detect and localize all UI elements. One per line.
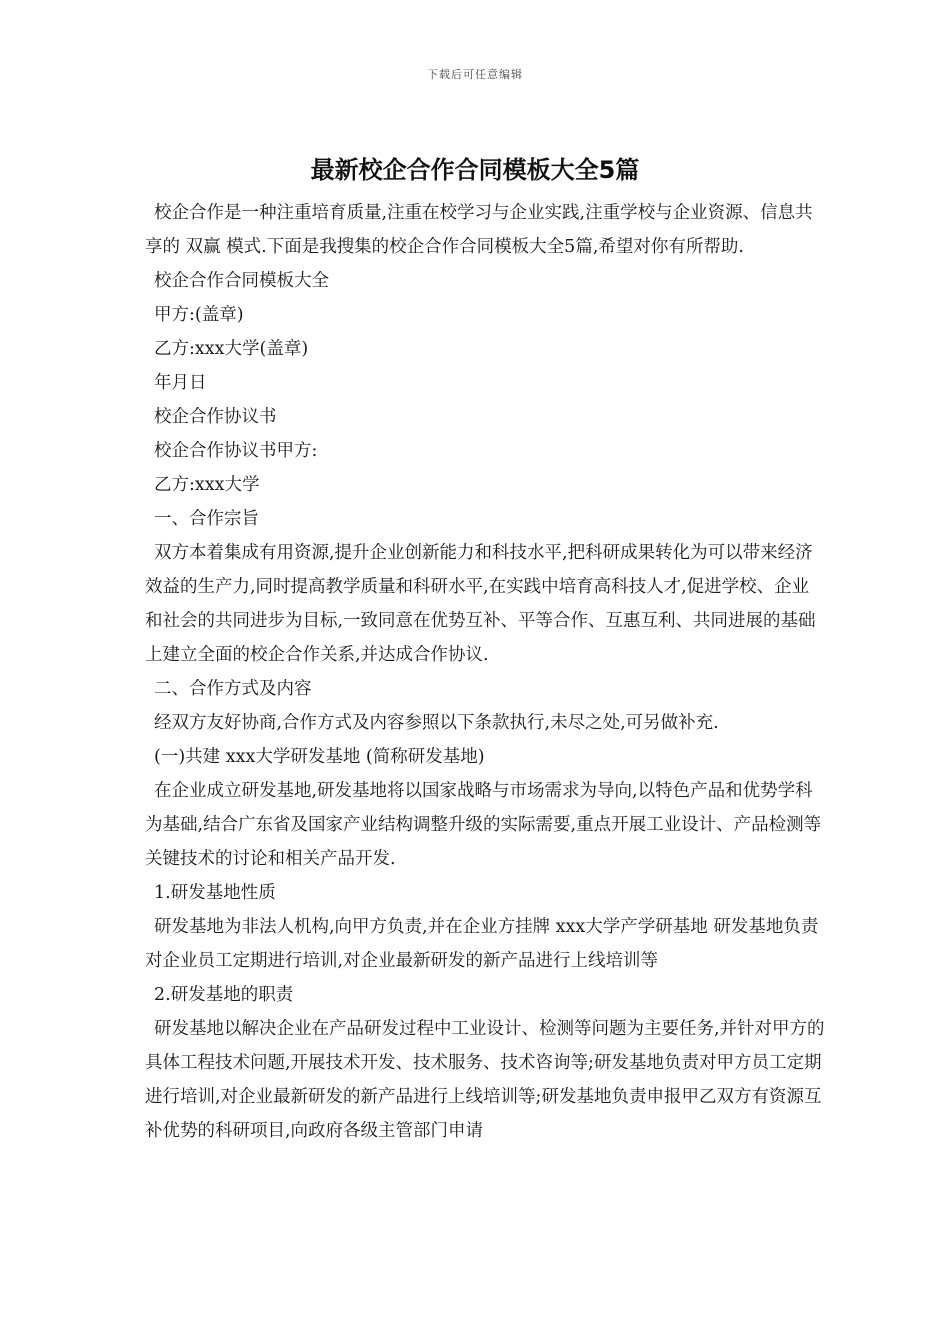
rd-duties-paragraph: 研发基地以解决企业在产品研发过程中工业设计、检测等问题为主要任务,并针对甲方的具体工程技术问题,开展技术开发、技术服务、技术咨询等;研发基地负责对甲方员工定期进行培训,对企业最新研发的新产品进行上线培训等;研发基地负责申报甲乙双方有资源互补优势的科研项目,向政府各级主管部门申请	[145, 1019, 825, 1141]
date-line: 年月日	[154, 373, 207, 393]
clause-heading-1: 一、合作宗旨	[154, 509, 259, 529]
item-heading-2: 2.研发基地的职责	[154, 985, 294, 1005]
party-b-line: 乙方:xxx大学(盖章)	[154, 339, 309, 359]
item-heading-1: 1.研发基地性质	[154, 883, 276, 903]
document-title: 最新校企合作合同模板大全5篇	[310, 156, 640, 184]
agreement-party-b: 乙方:xxx大学	[154, 475, 260, 495]
cooperation-intro-line: 经双方友好协商,合作方式及内容参照以下条款执行,未尽之处,可另做补充.	[154, 713, 719, 733]
rd-nature-paragraph: 研发基地为非法人机构,向甲方负责,并在企业方挂牌 xxx大学产学研基地 研发基地负责对企业员工定期进行培训,对企业最新研发的新产品进行上线培训等	[145, 917, 819, 971]
intro-paragraph: 校企合作是一种注重培育质量,注重在校学习与企业实践,注重学校与企业资源、信息共享的 双赢 模式.下面是我搜集的校企合作合同模板大全5篇,希望对你有所帮助.	[145, 203, 813, 257]
agreement-party-a: 校企合作协议书甲方:	[154, 441, 318, 461]
section-heading: 校企合作合同模板大全	[154, 271, 329, 291]
subclause-heading-1: (一)共建 xxx大学研发基地 (简称研发基地)	[154, 747, 485, 767]
rd-base-paragraph: 在企业成立研发基地,研发基地将以国家战略与市场需求为导向,以特色产品和优势学科为基础,结合广东省及国家产业结构调整升级的实际需要,重点开展工业设计、产品检测等关键技术的讨论和相关产品开发.	[145, 781, 822, 869]
agreement-title: 校企合作协议书	[154, 407, 277, 427]
purpose-paragraph: 双方本着集成有用资源,提升企业创新能力和科技水平,把科研成果转化为可以带来经济效益的生产力,同时提高教学质量和科研水平,在实践中培育高科技人才,促进学校、企业和社会的共同进步为目标,一致同意在优势互补、平等合作、互惠互利、共同进展的基础上建立全面的校企合作关系,并达成合作协议.	[145, 543, 816, 665]
document-body	[145, 196, 825, 1148]
clause-heading-2: 二、合作方式及内容	[154, 679, 312, 699]
header-note: 下载后可任意编辑	[427, 68, 523, 81]
party-a-line: 甲方:(盖章)	[154, 305, 244, 325]
